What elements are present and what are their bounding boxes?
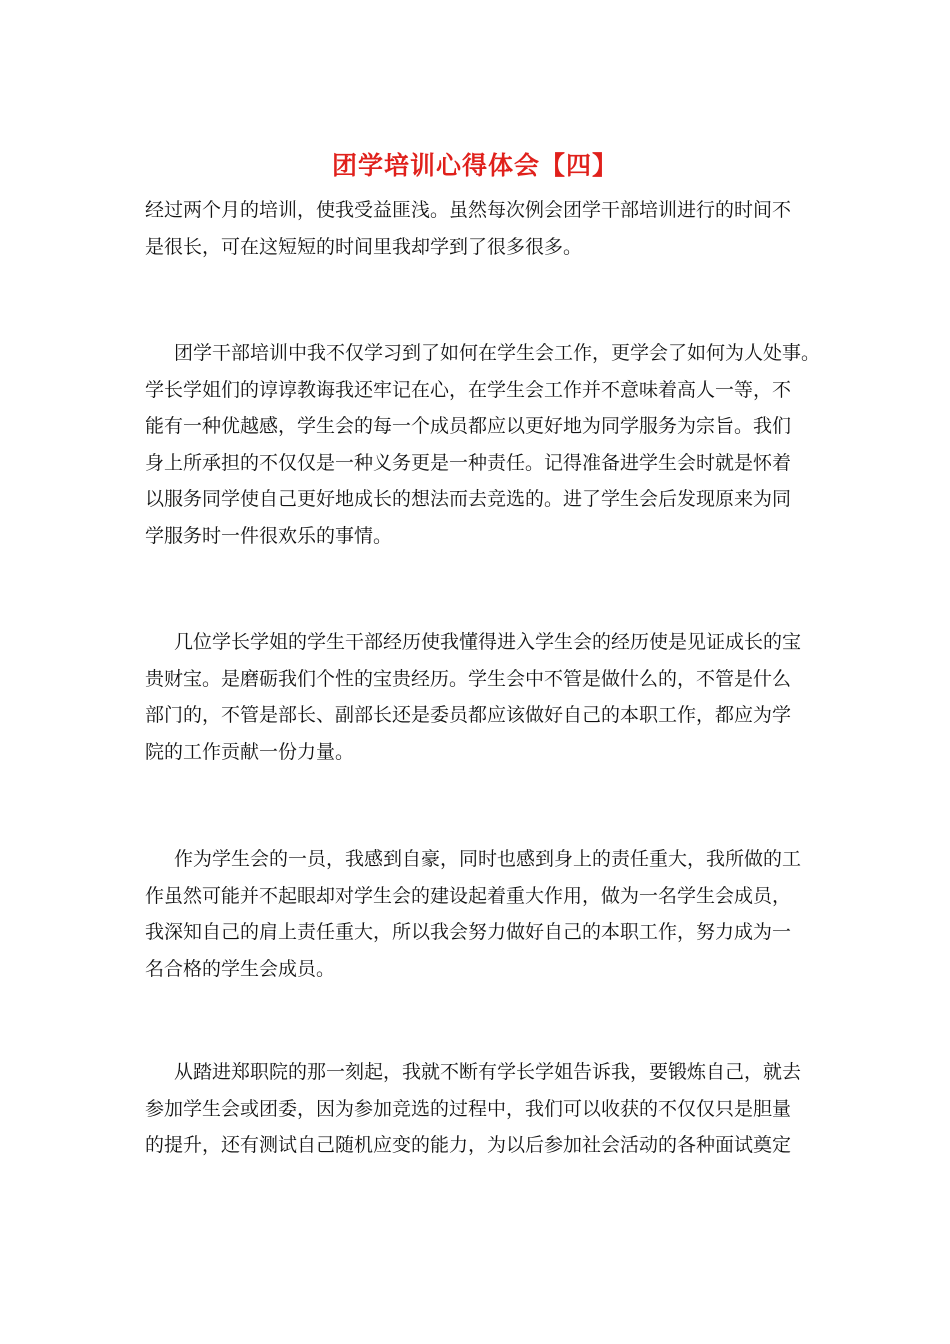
paragraph-line: 学服务时一件很欢乐的事情。 — [145, 524, 393, 547]
paragraph-line: 经过两个月的培训，使我受益匪浅。虽然每次例会团学干部培训进行的时间不 — [145, 199, 792, 221]
document-title: 团学培训心得体会【四】 — [331, 151, 618, 180]
paragraph-5 — [145, 1054, 801, 1164]
paragraph-3 — [145, 624, 801, 770]
paragraph-line: 身上所承担的不仅仅是一种义务更是一种责任。记得准备进学生会时就是怀着 — [145, 451, 792, 474]
paragraph-line: 以服务同学使自己更好地成长的想法而去竞选的。进了学生会后发现原来为同 — [145, 488, 792, 510]
paragraph-line: 院的工作贡献一份力量。 — [145, 740, 355, 763]
paragraph-line: 学长学姐们的谆谆教诲我还牢记在心，在学生会工作并不意味着高人一等，不 — [145, 378, 792, 401]
paragraph-line: 能有一种优越感，学生会的每一个成员都应以更好地为同学服务为宗旨。我们 — [145, 415, 792, 437]
paragraph-line: 几位学长学姐的学生干部经历使我懂得进入学生会的经历使是见证成长的宝 — [174, 631, 802, 653]
paragraph-line: 的提升，还有测试自己随机应变的能力，为以后参加社会活动的各种面试奠定 — [145, 1134, 792, 1156]
paragraph-4 — [145, 841, 801, 987]
paragraph-line: 我深知自己的肩上责任重大，所以我会努力做好自己的本职工作，努力成为一 — [145, 921, 792, 943]
paragraph-line: 贵财宝。是磨砺我们个性的宝贵经历。学生会中不管是做什么的，不管是什么 — [145, 667, 792, 690]
paragraph-line: 是很长，可在这短短的时间里我却学到了很多很多。 — [145, 235, 583, 258]
paragraph-line: 部门的，不管是部长、副部长还是委员都应该做好自己的本职工作，都应为学 — [145, 704, 792, 726]
paragraph-2 — [145, 335, 820, 554]
paragraph-line: 作虽然可能并不起眼却对学生会的建设起着重大作用，做为一名学生会成员， — [145, 884, 792, 907]
paragraph-line: 作为学生会的一员，我感到自豪，同时也感到身上的责任重大，我所做的工 — [174, 848, 802, 870]
paragraph-line: 名合格的学生会成员。 — [145, 957, 336, 980]
paragraph-line: 参加学生会或团委，因为参加竞选的过程中，我们可以收获的不仅仅只是胆量 — [145, 1097, 792, 1120]
paragraph-line: 从踏进郑职院的那一刻起，我就不断有学长学姐告诉我，要锻炼自己，就去 — [174, 1061, 802, 1083]
paragraph-line: 团学干部培训中我不仅学习到了如何在学生会工作，更学会了如何为人处事。 — [174, 342, 821, 364]
paragraph-1 — [145, 192, 791, 265]
